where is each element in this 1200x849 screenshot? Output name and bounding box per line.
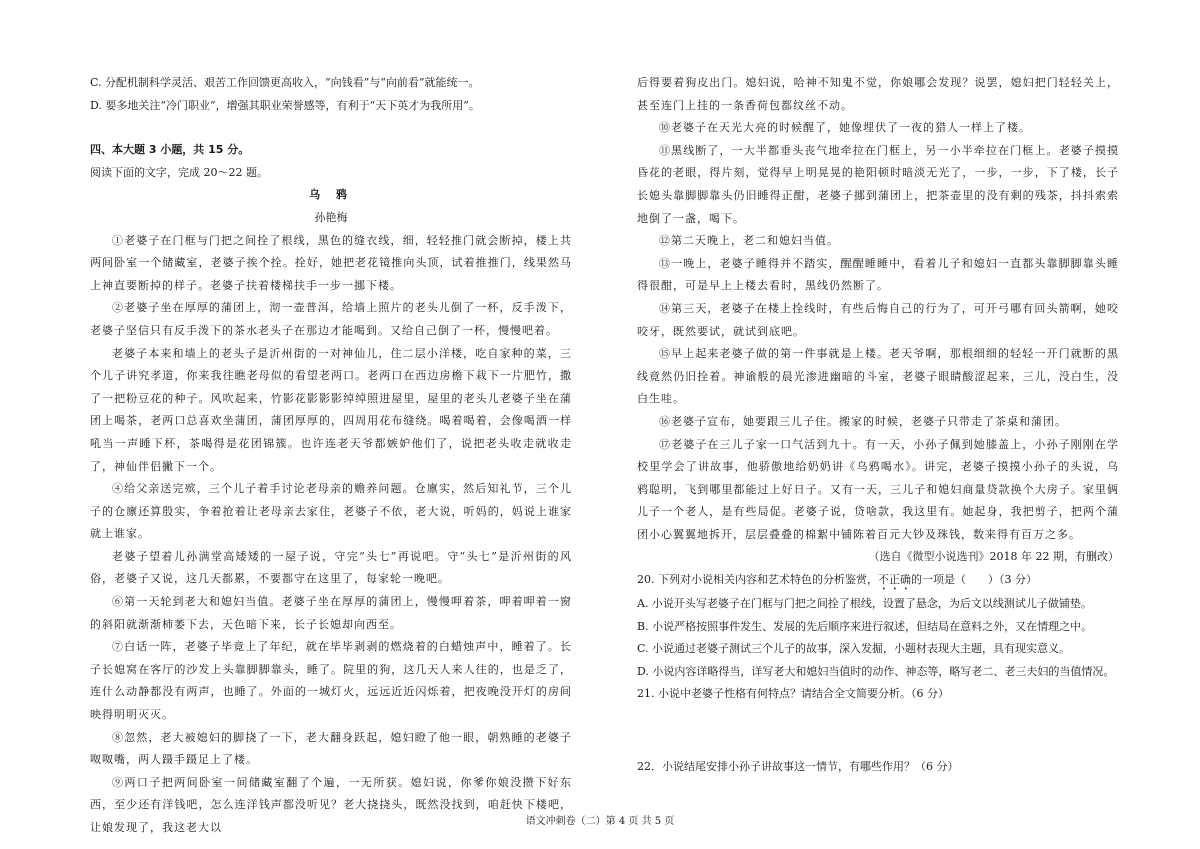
paragraph-16: ⑯老婆子宣布，她要跟三儿子住。搬家的时候，老婆子只带走了茶桌和蒲团。 [659, 414, 1067, 428]
paragraph-12: ⑫第二天晚上，老二和媳妇当值。 [659, 234, 839, 248]
option-d: D. 要多地关注“冷门职业”，增强其职业荣誉感等，有利于“天下英才为我所用”。 [90, 98, 480, 112]
story-title: 乌 鸦 [309, 188, 353, 202]
question-22: 22．小说结尾安排小孙子讲故事这一情节，有哪些作用？（6 分） [637, 760, 959, 774]
paragraph-11: ⑪黑线断了，一大半都垂头丧气地牵拉在门框上，另一小半牵拉在门框上。老婆子摸摸昏花的老眼，得片刻，觉得早上明晃晃的艳阳顿时暗淡无光了，一步，一步，下了楼，长子长媳头靠脚脚靠头仍旧睡得正酣，老婆子挪到蒲团上，把茶壶里的没有剩的残茶，抖抖索索地倒了一盏，喝下。 [637, 143, 1119, 225]
right-column [637, 72, 1119, 779]
question-20-option-d: D. 小说内容详略得当，详写老大和媳妇当值时的动作、神态等，略写老二、老三夫妇的当值情况。 [637, 664, 1115, 678]
paragraph-6: ⑥第一天轮到老大和媳妇当值。老婆子坐在厚厚的蒲团上，慢慢呷着茶，呷着呷着一窗的斜阳就渐渐柿萎下去，天色暗下来，长子长媳却向西至。 [90, 595, 572, 631]
paragraph-14: ⑭第三天，老婆子在楼上拴线时，有些后悔自己的行为了，可开弓哪有回头箭啊，她咬咬牙，既然要试，就试到底吧。 [637, 301, 1119, 338]
option-c: C. 分配机制科学灵活、艰苦工作回馈更高收入，“向钱看”与“向前看”就能统一。 [90, 76, 480, 89]
question-20 [637, 569, 1119, 593]
story-author: 孙艳梅 [314, 210, 348, 224]
paragraph-9-continued: 后得要着狗皮出门。媳妇说，哈神不知鬼不觉，你娘哪会发现？说罢，媳妇把门轻轻关上，甚至连门上挂的一条香荷包都纹丝不动。 [637, 76, 1119, 112]
reading-instruction: 阅读下面的文字，完成 20～22 题。 [90, 165, 268, 179]
question-21: 21. 小说中老婆子性格有何特点？请结合全文简要分析。（6 分） [637, 687, 949, 701]
page-footer: 语文冲刺卷（二）第 4 页 共 5 页 [525, 816, 675, 827]
question-20-stem: 20. 下列对小说相关内容和艺术特色的分析鉴赏， [637, 573, 878, 587]
paragraph-8: ⑧忽然，老大被媳妇的脚挠了一下，老大翻身跃起，媳妇瞪了他一眼，朝熟睡的老婆子呶呶嘴，两人蹑手蹑足上了楼。 [90, 730, 572, 767]
paragraph-10: ⑩老婆子在天光大亮的时候醒了，她像埋伏了一夜的猎人一样上了楼。 [659, 121, 1031, 135]
question-20-option-a: A. 小说开头写老婆子在门框与门把之间拴了根线，设置了悬念，为后文以线测试儿子做铺垫。 [637, 597, 1092, 611]
question-20-option-b: B. 小说严格按照事件发生、发展的先后顺序来进行叙述，但结局在意料之外，又在情理之中。 [637, 619, 1093, 633]
paragraph-15: ⑮早上起来老婆子做的第一件事就是上楼。老天爷啊，那根细细的轻轻一开门就断的黑线竟然仍旧拴着。神谕般的晨光渗进幽暗的斗室，老婆子眼睛酸涩起来，三儿，没白生，没白生哇。 [637, 347, 1119, 406]
paragraph-4: ④给父亲送完殡，三个儿子着手讨论老母亲的赡养问题。仓廪实，然后知礼节，三个儿子的仓廪还算殷实，争着抢着让老母亲去家住，老婆子不依，老大说，听妈的，妈说上谁家就上谁家。 [90, 482, 572, 541]
question-20-option-c: C. 小说通过老婆子测试三个儿子的故事，深入发掘，小题材表现大主题，具有现实意义。 [637, 642, 1071, 656]
paragraph-9: ⑨两口子把两间卧室一间储藏室翻了个遍，一无所获。媳妇说，你爹你娘没攒下好东西，至少还有洋钱吧，怎么连洋钱声都没听见？老大挠挠头，既然没找到，咱赶快下楼吧，让娘发现了，我这老大以 [90, 775, 572, 834]
emphasis-not-correct: 不正确 [878, 573, 911, 587]
paragraph-5: 老婆子望着儿孙满堂高矮矮的一屋子说，守完“头七”再说吧。守“头七”是沂州街的风俗，老婆子又说，这几天都累，不要都守在这里了，每家轮一晚吧。 [90, 549, 572, 586]
paragraph-13: ⑬一晚上，老婆子睡得并不踏实，醒醒睡睡中，看着儿子和媳妇一直都头靠脚脚靠头睡得很酣，可是早上上楼去看时，黑线仍然断了。 [637, 256, 1119, 293]
paragraph-7: ⑦白话一阵，老婆子毕竟上了年纪，就在毕毕剥剥的燃烧着的白蜡烛声中，睡着了。长子长媳窝在客厅的沙发上头靠脚脚靠头，睡了。院里的狗，这几天人来人往的，也是乏了，连什么动静都没有两声，也睡了。外面的一城灯火，远远近近闪烁着，把夜晚没开灯的房间映得明明灭灭。 [90, 640, 572, 722]
paragraph-2: ②老婆子坐在厚厚的蒲团上，沏一壶普洱，给墙上照片的老头儿倒了一杯，反手泼下，老婆子坚信只有反手泼下的茶水老头子在那边才能喝到。又给自己倒了一杯，慢慢吧着。 [90, 301, 572, 337]
question-20-tail: 的一项是（ ）（3 分） [911, 573, 1037, 587]
paragraph-3: 老婆子本来和墙上的老头子是沂州街的一对神仙儿，住二层小洋楼，吃自家种的菜，三个儿子讲究孝道，你来我往瞧老母似的看望老两口。老两口在西边房檐下栽下一片肥竹，撒了一把粉豆花的种子。风吹起来，竹影花影影影绰绰照进屋里，屋里的老头儿老婆子坐在蒲团上喝茶，老两口总喜欢坐蒲团，蒲团厚厚的，四周用花布缝绕。喝着喝着，会像喝酒一样吼当一声睡下杯，茶喝得是花团锦簇。也许连老天爷都嫉妒他们了，说把老头收走就收走了，神仙伴侣撇下一个。 [90, 346, 572, 473]
section-heading: 四、本大题 3 小题，共 15 分。 [90, 143, 250, 157]
spacer [90, 117, 572, 139]
paragraph-1: ①老婆子在门框与门把之间拴了根线，黑色的缝衣线，细，轻轻推门就会断掉，楼上共两间卧室一个储藏室，老婆子挨个拴。拴好，她把老花镜推向头顶，试着推推门，线果然马上神直要断掉的样子。老婆子扶着楼梯扶手一步一挪下楼。 [90, 233, 572, 292]
source-citation: （选自《微型小说选刊》2018 年 22 期，有删改） [868, 550, 1119, 564]
left-column [90, 72, 572, 840]
answer-space [637, 706, 1119, 756]
paragraph-17: ⑰老婆子在三儿子家一口气活到九十。有一天，小孙子佩到她膝盖上，小孙子刚刚在学校里学会了讲故事，他骄傲地给奶奶讲《乌鸦喝水》。讲完，老婆子摸摸小孙子的头说，乌鸦聪明，飞到哪里都能过上好日子。又有一天，三儿子和媳妇商量贷款换个大房子。家里俩儿子一个老人，是有些局促。老婆子说，贷啥款，我这里有。她起身，我把剪子，把两个蒲团小心翼翼地拆开，层层叠叠的棉絮中铺陈着百元大钞及珠钱，数来得有百万之多。 [637, 437, 1119, 541]
